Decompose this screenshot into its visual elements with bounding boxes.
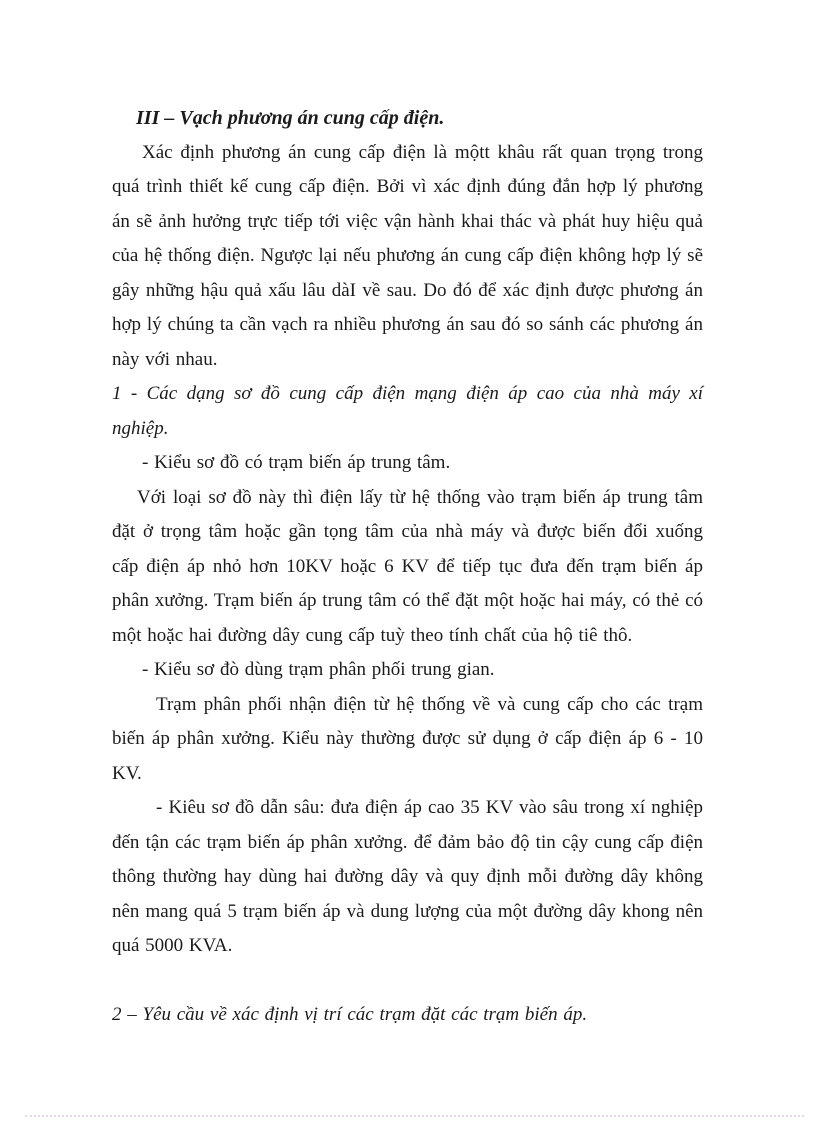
paragraph: Với loại sơ đồ này thì điện lấy từ hệ thống vào trạm biến áp trung tâm đặt ở trọng tâm hoặc gần tọng tâm của nhà máy và được biến đổi xuống cấp điện áp nhỏ hơn 10KV hoặc 6 KV để tiếp tục đưa đến trạm biến áp phân xưởng. Trạm biến áp trung tâm có thể đặt một hoặc hai máy, có thẻ có một hoặc hai đường dây cung cấp tuỳ theo tính chất của hộ tiê thô.	[112, 486, 703, 646]
paragraph: Trạm phân phối nhận điện từ hệ thống về và cung cấp cho các trạm biến áp phân xưởng. Kiểu này thường được sử dụng ở cấp điện áp 6 - 10 KV.	[112, 693, 703, 784]
paragraph: Xác định phương án cung cấp điện là mộtt khâu rất quan trọng trong quá trình thiết kế cung cấp điện. Bởi vì xác định đúng đắn hợp lý phương án sẽ ảnh hưởng trực tiếp tới việc vận hành khai thác và phát huy hiệu quả của hệ thống điện. Ngược lại nếu phương án cung cấp điện không hợp lý sẽ gây những hậu quả xấu lâu dàI về sau. Do đó để xác định được phương án hợp lý chúng ta cần vạch ra nhiều phương án sau đó so sánh các phương án này với nhau.	[112, 141, 703, 370]
paragraph: - Kiêu sơ đồ dẫn sâu: đưa điện áp cao 35 KV vào sâu trong xí nghiệp đến tận các trạm biến áp phân xưởng. để đảm bảo độ tin cậy cung cấp điện thông thường hay dùng hai đường dây và quy định mỗi đường dây không nên mang quá 5 trạm biến áp và dung lượng của một đường dây khong nên quá 5000 KVA.	[112, 797, 703, 956]
document-body	[112, 136, 703, 1033]
paragraph: 1 - Các dạng sơ đồ cung cấp điện mạng điện áp cao của nhà máy xí nghiệp.	[112, 383, 703, 439]
paragraph: - Kiểu sơ đò dùng trạm phân phối trung gian.	[142, 659, 495, 680]
page-bottom-dotted-line	[25, 1115, 804, 1117]
paragraph: - Kiểu sơ đồ có trạm biến áp trung tâm.	[142, 452, 451, 473]
paragraph: 2 – Yêu cầu về xác định vị trí các trạm đặt các trạm biến áp.	[112, 1004, 588, 1025]
document-title: III – Vạch phương án cung cấp điện.	[136, 107, 445, 129]
